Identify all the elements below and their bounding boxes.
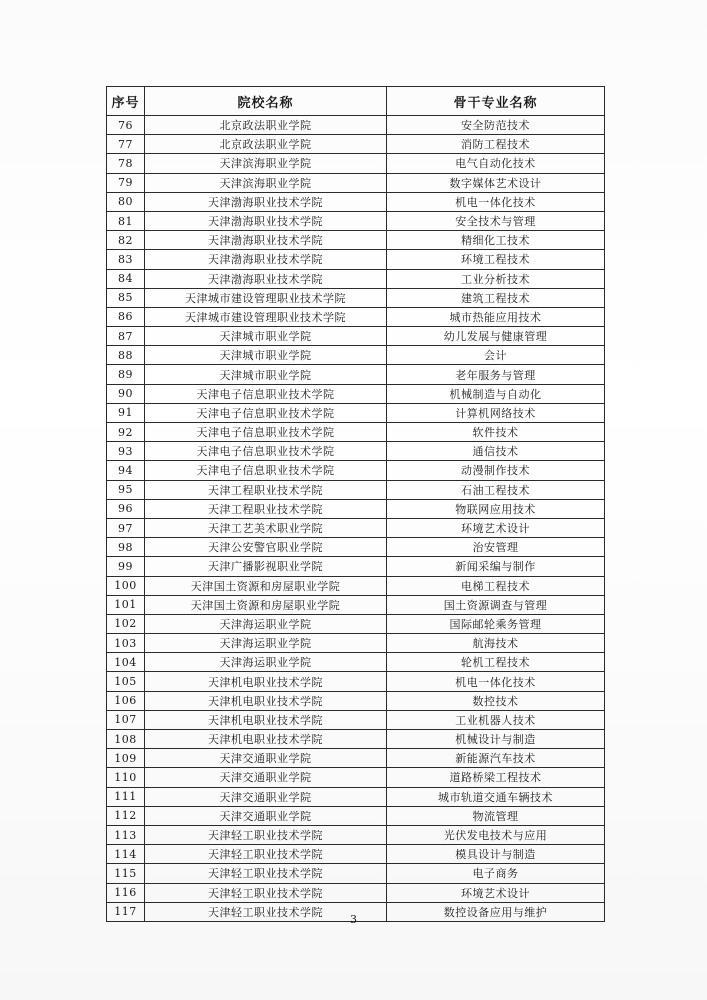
table-row <box>107 672 605 691</box>
table-row <box>107 288 605 307</box>
major-name-cell: 通信技术 <box>387 442 605 461</box>
table-row <box>107 480 605 499</box>
major-name-cell: 机械设计与制造 <box>387 730 605 749</box>
row-number-cell: 98 <box>107 538 145 557</box>
table-row <box>107 634 605 653</box>
row-number-cell: 82 <box>107 231 145 250</box>
table-row <box>107 595 605 614</box>
table-row <box>107 231 605 250</box>
row-number-cell: 95 <box>107 480 145 499</box>
school-name-cell: 天津滨海职业学院 <box>145 173 387 192</box>
school-name-cell: 天津工艺美术职业学院 <box>145 518 387 537</box>
school-name-cell: 天津国土资源和房屋职业学院 <box>145 595 387 614</box>
school-name-cell: 天津渤海职业技术学院 <box>145 269 387 288</box>
major-name-cell: 新能源汽车技术 <box>387 749 605 768</box>
table-row <box>107 845 605 864</box>
school-name-cell: 天津海运职业学院 <box>145 614 387 633</box>
school-name-cell: 天津机电职业技术学院 <box>145 691 387 710</box>
table-row <box>107 806 605 825</box>
row-number-cell: 77 <box>107 135 145 154</box>
table-row <box>107 269 605 288</box>
school-name-cell: 天津滨海职业学院 <box>145 154 387 173</box>
header-school-name: 院校名称 <box>145 87 387 116</box>
school-name-cell: 天津机电职业技术学院 <box>145 710 387 729</box>
school-name-cell: 天津轻工职业技术学院 <box>145 883 387 902</box>
major-name-cell: 国土资源调查与管理 <box>387 595 605 614</box>
major-name-cell: 精细化工技术 <box>387 231 605 250</box>
school-name-cell: 天津电子信息职业技术学院 <box>145 384 387 403</box>
row-number-cell: 93 <box>107 442 145 461</box>
table-row <box>107 749 605 768</box>
row-number-cell: 112 <box>107 806 145 825</box>
row-number-cell: 109 <box>107 749 145 768</box>
major-name-cell: 安全防范技术 <box>387 116 605 135</box>
row-number-cell: 80 <box>107 192 145 211</box>
table-row <box>107 710 605 729</box>
major-name-cell: 工业分析技术 <box>387 269 605 288</box>
table-row <box>107 423 605 442</box>
row-number-cell: 116 <box>107 883 145 902</box>
table-row <box>107 499 605 518</box>
major-name-cell: 光伏发电技术与应用 <box>387 825 605 844</box>
table-row <box>107 307 605 326</box>
row-number-cell: 84 <box>107 269 145 288</box>
major-name-cell: 幼儿发展与健康管理 <box>387 327 605 346</box>
school-name-cell: 天津工程职业技术学院 <box>145 499 387 518</box>
school-name-cell: 天津交通职业学院 <box>145 806 387 825</box>
table-row <box>107 730 605 749</box>
major-name-cell: 工业机器人技术 <box>387 710 605 729</box>
row-number-cell: 111 <box>107 787 145 806</box>
table-row <box>107 576 605 595</box>
row-number-cell: 100 <box>107 576 145 595</box>
school-name-cell: 天津轻工职业技术学院 <box>145 825 387 844</box>
major-name-cell: 机电一体化技术 <box>387 192 605 211</box>
major-name-cell: 数控技术 <box>387 691 605 710</box>
table-header <box>107 87 605 116</box>
row-number-cell: 88 <box>107 346 145 365</box>
row-number-cell: 78 <box>107 154 145 173</box>
major-name-cell: 数控设备应用与维护 <box>387 902 605 921</box>
major-name-cell: 动漫制作技术 <box>387 461 605 480</box>
table-row <box>107 403 605 422</box>
row-number-cell: 94 <box>107 461 145 480</box>
row-number-cell: 105 <box>107 672 145 691</box>
table-row <box>107 518 605 537</box>
school-name-cell: 天津电子信息职业技术学院 <box>145 442 387 461</box>
header-number: 序号 <box>107 87 145 116</box>
major-name-cell: 物联网应用技术 <box>387 499 605 518</box>
school-name-cell: 天津渤海职业技术学院 <box>145 211 387 230</box>
school-name-cell: 天津海运职业学院 <box>145 653 387 672</box>
table-row <box>107 768 605 787</box>
row-number-cell: 92 <box>107 423 145 442</box>
major-name-cell: 电子商务 <box>387 864 605 883</box>
row-number-cell: 107 <box>107 710 145 729</box>
school-name-cell: 天津电子信息职业技术学院 <box>145 403 387 422</box>
header-major-name: 骨干专业名称 <box>387 87 605 116</box>
school-name-cell: 天津城市建设管理职业技术学院 <box>145 307 387 326</box>
row-number-cell: 97 <box>107 518 145 537</box>
row-number-cell: 85 <box>107 288 145 307</box>
row-number-cell: 99 <box>107 557 145 576</box>
table-row <box>107 653 605 672</box>
school-name-cell: 天津轻工职业技术学院 <box>145 902 387 921</box>
major-name-cell: 石油工程技术 <box>387 480 605 499</box>
row-number-cell: 87 <box>107 327 145 346</box>
row-number-cell: 113 <box>107 825 145 844</box>
school-name-cell: 天津轻工职业技术学院 <box>145 845 387 864</box>
page-number: 3 <box>350 913 357 926</box>
table-row <box>107 614 605 633</box>
table-row <box>107 346 605 365</box>
major-name-cell: 轮机工程技术 <box>387 653 605 672</box>
table-row <box>107 864 605 883</box>
table-row <box>107 250 605 269</box>
school-name-cell: 天津国土资源和房屋职业学院 <box>145 576 387 595</box>
row-number-cell: 108 <box>107 730 145 749</box>
row-number-cell: 117 <box>107 902 145 921</box>
major-name-cell: 老年服务与管理 <box>387 365 605 384</box>
school-name-cell: 北京政法职业学院 <box>145 135 387 154</box>
school-name-cell: 天津城市职业学院 <box>145 346 387 365</box>
table-row <box>107 173 605 192</box>
major-name-cell: 电梯工程技术 <box>387 576 605 595</box>
major-name-cell: 建筑工程技术 <box>387 288 605 307</box>
major-name-cell: 航海技术 <box>387 634 605 653</box>
major-name-cell: 环境艺术设计 <box>387 883 605 902</box>
school-name-cell: 天津电子信息职业技术学院 <box>145 423 387 442</box>
school-name-cell: 天津城市职业学院 <box>145 327 387 346</box>
table-row <box>107 538 605 557</box>
row-number-cell: 89 <box>107 365 145 384</box>
row-number-cell: 79 <box>107 173 145 192</box>
school-name-cell: 天津城市职业学院 <box>145 365 387 384</box>
row-number-cell: 115 <box>107 864 145 883</box>
school-name-cell: 天津轻工职业技术学院 <box>145 864 387 883</box>
school-name-cell: 天津交通职业学院 <box>145 787 387 806</box>
major-name-cell: 城市轨道交通车辆技术 <box>387 787 605 806</box>
table-row <box>107 691 605 710</box>
table-row <box>107 442 605 461</box>
major-name-cell: 数字媒体艺术设计 <box>387 173 605 192</box>
school-name-cell: 天津机电职业技术学院 <box>145 672 387 691</box>
school-name-cell: 天津交通职业学院 <box>145 768 387 787</box>
table-row <box>107 787 605 806</box>
table-row <box>107 211 605 230</box>
table-row <box>107 883 605 902</box>
major-name-cell: 计算机网络技术 <box>387 403 605 422</box>
major-name-cell: 城市热能应用技术 <box>387 307 605 326</box>
row-number-cell: 83 <box>107 250 145 269</box>
row-number-cell: 114 <box>107 845 145 864</box>
school-name-cell: 天津公安警官职业学院 <box>145 538 387 557</box>
major-name-cell: 新闻采编与制作 <box>387 557 605 576</box>
school-name-cell: 天津渤海职业技术学院 <box>145 250 387 269</box>
row-number-cell: 81 <box>107 211 145 230</box>
table-row <box>107 461 605 480</box>
major-name-cell: 会计 <box>387 346 605 365</box>
table-row <box>107 365 605 384</box>
major-name-cell: 环境艺术设计 <box>387 518 605 537</box>
table-body <box>107 116 605 922</box>
table-row <box>107 154 605 173</box>
row-number-cell: 101 <box>107 595 145 614</box>
table-row <box>107 192 605 211</box>
school-name-cell: 天津电子信息职业技术学院 <box>145 461 387 480</box>
header-row <box>107 87 605 116</box>
major-name-cell: 物流管理 <box>387 806 605 825</box>
table-row <box>107 135 605 154</box>
school-name-cell: 天津广播影视职业学院 <box>145 557 387 576</box>
table-row <box>107 327 605 346</box>
row-number-cell: 103 <box>107 634 145 653</box>
major-name-cell: 电气自动化技术 <box>387 154 605 173</box>
row-number-cell: 110 <box>107 768 145 787</box>
table-row <box>107 557 605 576</box>
row-number-cell: 102 <box>107 614 145 633</box>
major-name-cell: 软件技术 <box>387 423 605 442</box>
row-number-cell: 76 <box>107 116 145 135</box>
major-name-cell: 治安管理 <box>387 538 605 557</box>
major-name-cell: 环境工程技术 <box>387 250 605 269</box>
institution-major-table <box>106 86 605 922</box>
table-row <box>107 825 605 844</box>
table-row <box>107 384 605 403</box>
row-number-cell: 86 <box>107 307 145 326</box>
school-name-cell: 天津城市建设管理职业技术学院 <box>145 288 387 307</box>
row-number-cell: 91 <box>107 403 145 422</box>
school-name-cell: 天津渤海职业技术学院 <box>145 192 387 211</box>
row-number-cell: 90 <box>107 384 145 403</box>
major-name-cell: 机电一体化技术 <box>387 672 605 691</box>
row-number-cell: 104 <box>107 653 145 672</box>
major-name-cell: 消防工程技术 <box>387 135 605 154</box>
major-name-cell: 机械制造与自动化 <box>387 384 605 403</box>
table-row <box>107 116 605 135</box>
school-name-cell: 天津渤海职业技术学院 <box>145 231 387 250</box>
school-name-cell: 天津工程职业技术学院 <box>145 480 387 499</box>
major-name-cell: 模具设计与制造 <box>387 845 605 864</box>
school-name-cell: 北京政法职业学院 <box>145 116 387 135</box>
school-name-cell: 天津机电职业技术学院 <box>145 730 387 749</box>
major-name-cell: 道路桥梁工程技术 <box>387 768 605 787</box>
major-name-cell: 国际邮轮乘务管理 <box>387 614 605 633</box>
row-number-cell: 106 <box>107 691 145 710</box>
school-name-cell: 天津交通职业学院 <box>145 749 387 768</box>
major-name-cell: 安全技术与管理 <box>387 211 605 230</box>
row-number-cell: 96 <box>107 499 145 518</box>
school-name-cell: 天津海运职业学院 <box>145 634 387 653</box>
